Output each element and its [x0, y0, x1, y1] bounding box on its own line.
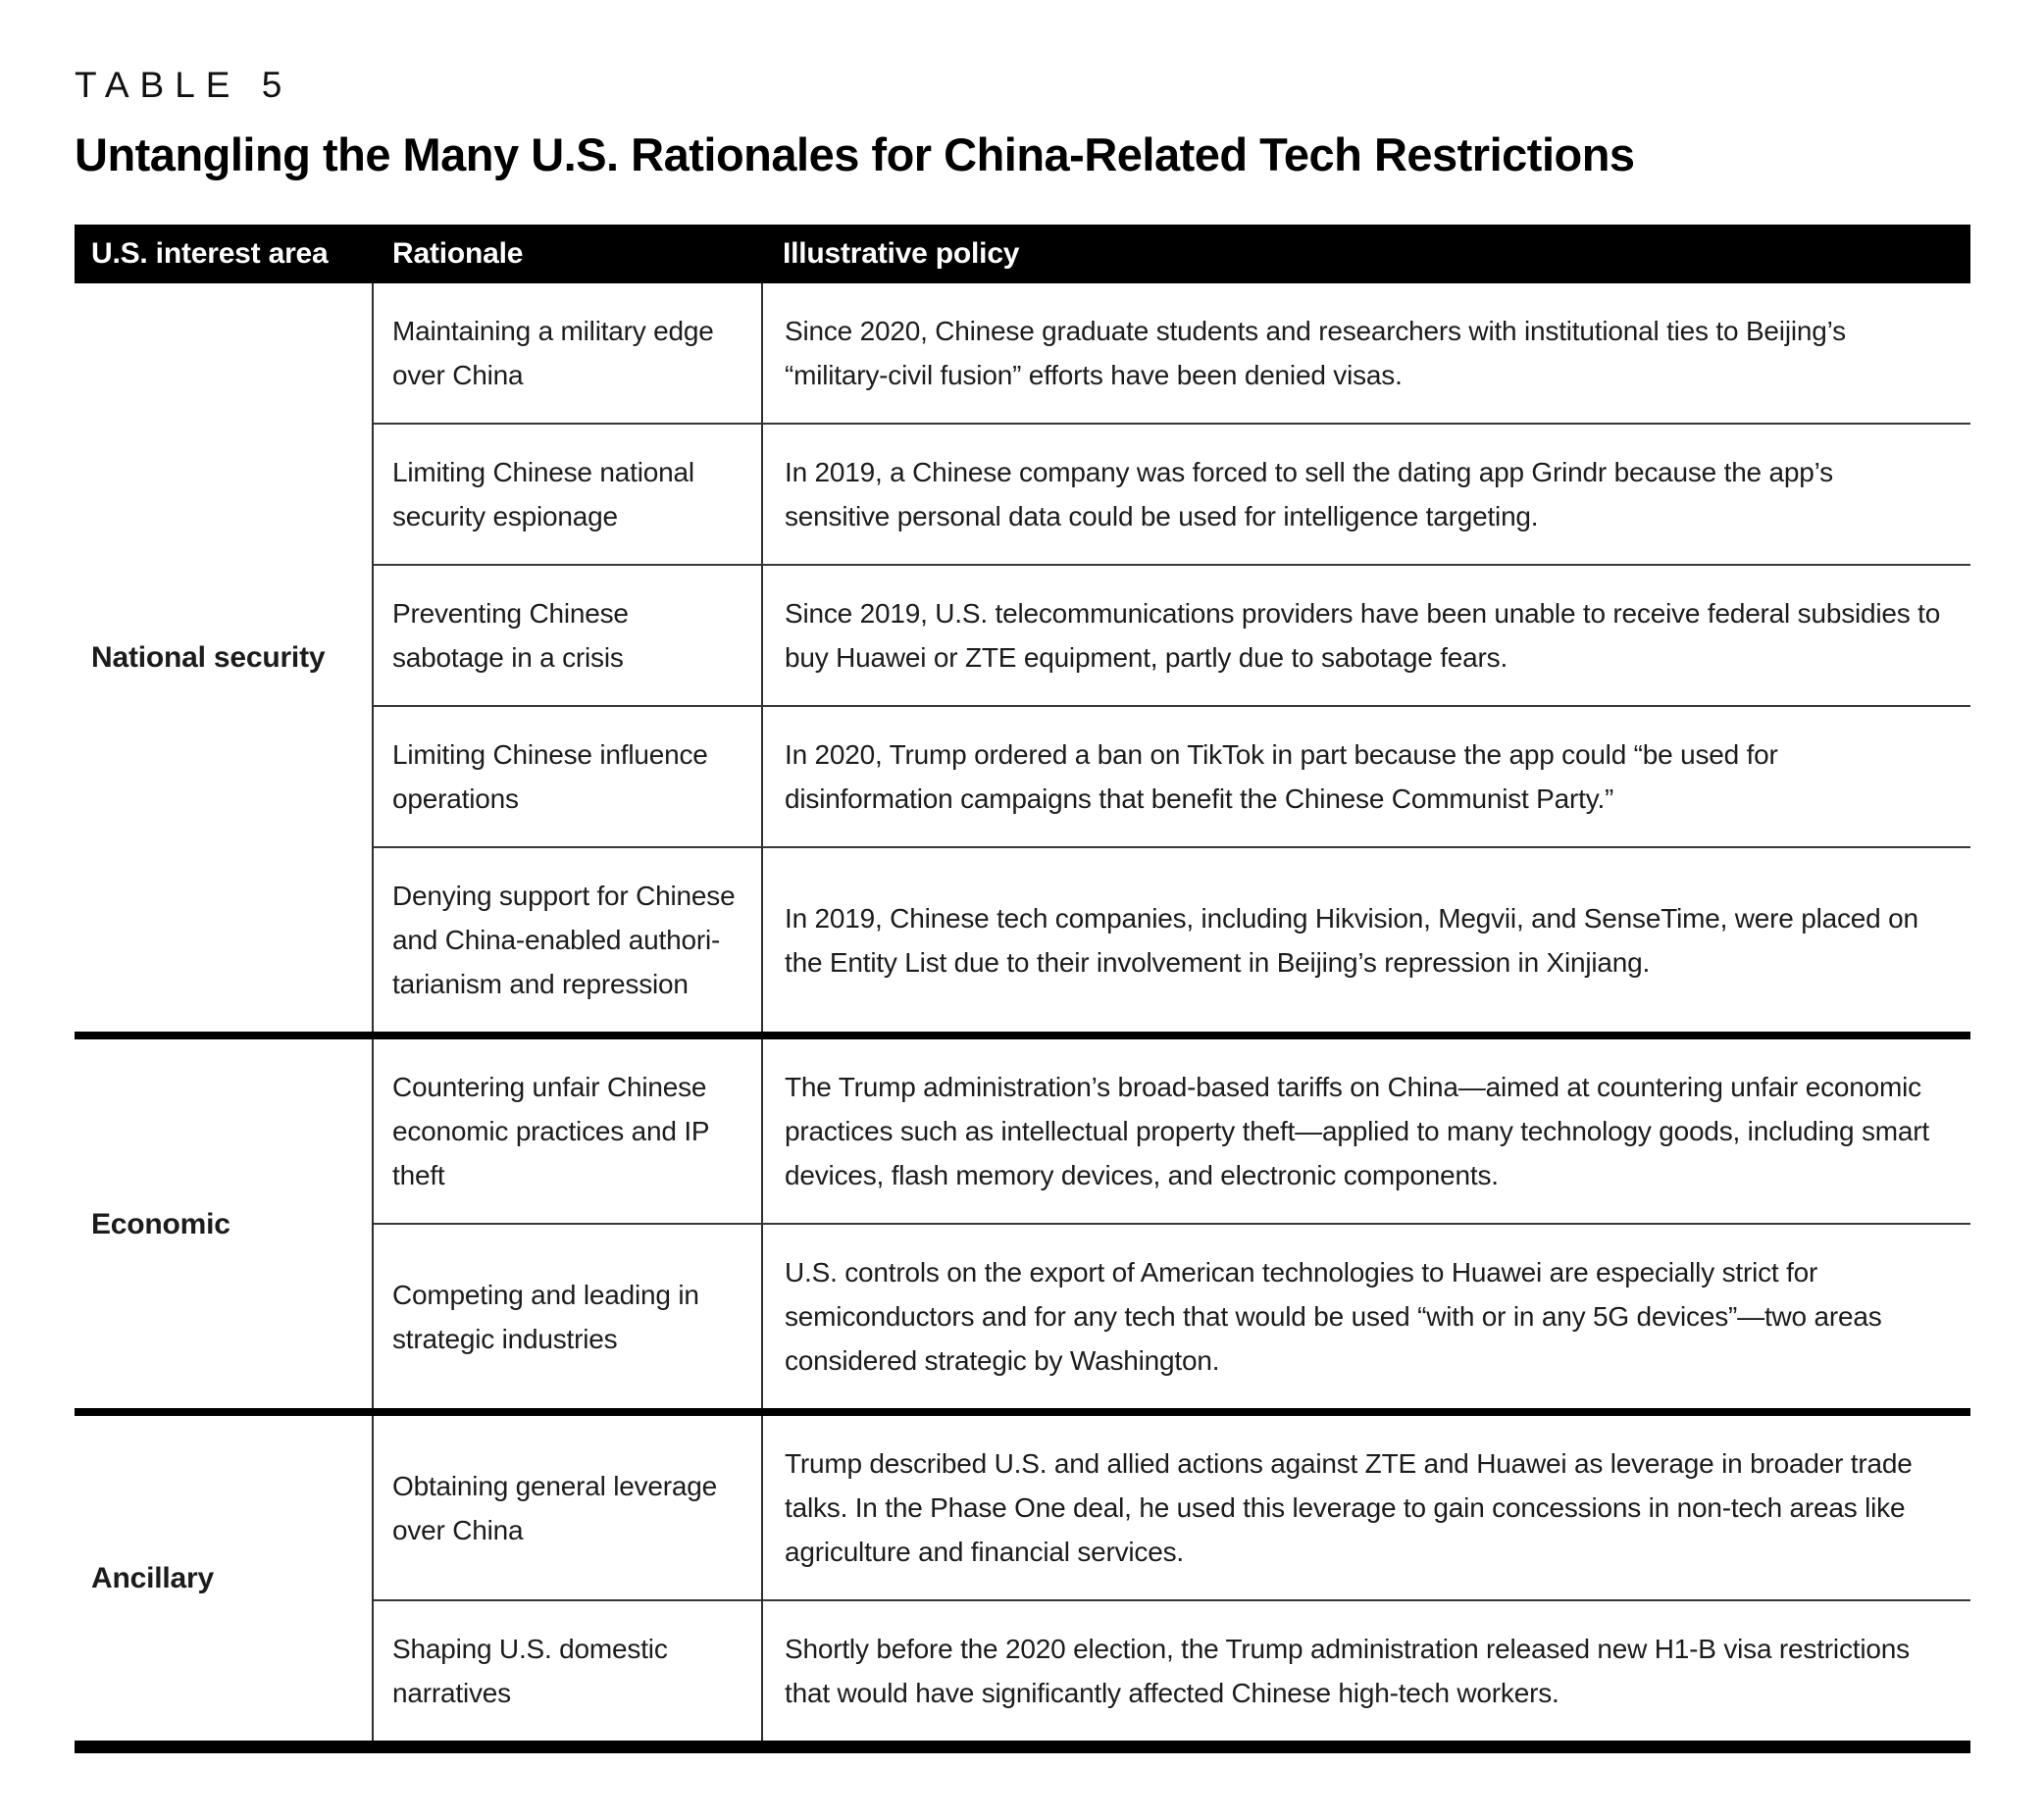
table-label: TABLE 5: [75, 65, 293, 105]
interest-area-cell: National security: [75, 283, 374, 1032]
rationale-cell: Competing and leading in strategic industries: [374, 1223, 761, 1408]
policy-cell: The Trump administration’s broad-based tariffs on China—aimed at countering unfair economic practices such as intellectual property theft—applied to many technology goods, including smart devices, flash memory devices, and electronic components.: [761, 1039, 1970, 1223]
policy-cell: In 2019, a Chinese company was forced to sell the dating app Grindr because the app’s sensitive personal data could be used for intelligence targeting.: [761, 423, 1970, 564]
rationale-cell: Countering unfair Chinese economic practices and IP theft: [392, 1072, 709, 1190]
policy-cell: Since 2020, Chinese graduate students and researchers with institutional ties to Beijing’s “military-civil fusion” efforts have been denied visas.: [761, 283, 1970, 423]
table-section: [75, 1408, 1970, 1741]
rationale-cell: Maintaining a military edge over China: [392, 316, 714, 390]
table-title: Untangling the Many U.S. Rationales for China-Related Tech Restrictions: [75, 128, 1635, 180]
policy-cell: In 2019, Chinese tech companies, including Hikvision, Megvii, and SenseTime, were placed on the Entity List due to their involvement in Beijing’s repression in Xinjiang.: [761, 846, 1970, 1032]
policy-cell: U.S. controls on the export of American technologies to Huawei are especially strict for semiconductors and for any tech that would be used “with or in any 5G devices”—two areas considered strategic by Washington.: [761, 1223, 1970, 1408]
interest-area-cell: Ancillary: [75, 1416, 374, 1741]
table-header-row: [75, 225, 1970, 283]
policy-cell: Trump described U.S. and allied actions against ZTE and Huawei as leverage in broader trade talks. In the Phase One deal, he used this leverage to gain concessions in non-tech areas like agriculture and financial services.: [761, 1416, 1970, 1599]
policy-cell: Shortly before the 2020 election, the Trump administration released new H1-B visa restrictions that would have significantly affected Chinese high-tech workers.: [761, 1599, 1970, 1741]
table-body: [75, 283, 1970, 1741]
rationales-table: [75, 225, 1970, 1753]
rationale-cell: Limiting Chinese national security espionage: [374, 423, 761, 564]
policy-cell: In 2020, Trump ordered a ban on TikTok in part because the app could “be used for disinformation campaigns that benefit the Chinese Communist Party.”: [761, 705, 1970, 846]
column-header-interest-area: U.S. interest area: [91, 237, 329, 270]
interest-area-cell: Economic: [75, 1039, 374, 1408]
rationale-cell: Obtaining general leverage over China: [392, 1470, 718, 1545]
rationale-cell: Limiting Chinese influence operations: [374, 705, 761, 846]
rationale-cell: Denying support for Chinese and China-enabled authoritarianism and repression: [374, 846, 761, 1032]
column-header-rationale: Rationale: [392, 237, 524, 270]
rationale-cell: Preventing Chinese sabotage in a crisis: [374, 564, 761, 705]
policy-cell: Since 2019, U.S. telecommunications providers have been unable to receive federal subsidies to buy Huawei or ZTE equipment, partly due to sabotage fears.: [761, 564, 1970, 705]
table-section: [75, 283, 1970, 1032]
column-header-illustrative-policy: Illustrative policy: [783, 237, 1020, 270]
table-section: [75, 1032, 1970, 1408]
rationale-cell: Shaping U.S. domestic narratives: [374, 1599, 761, 1741]
